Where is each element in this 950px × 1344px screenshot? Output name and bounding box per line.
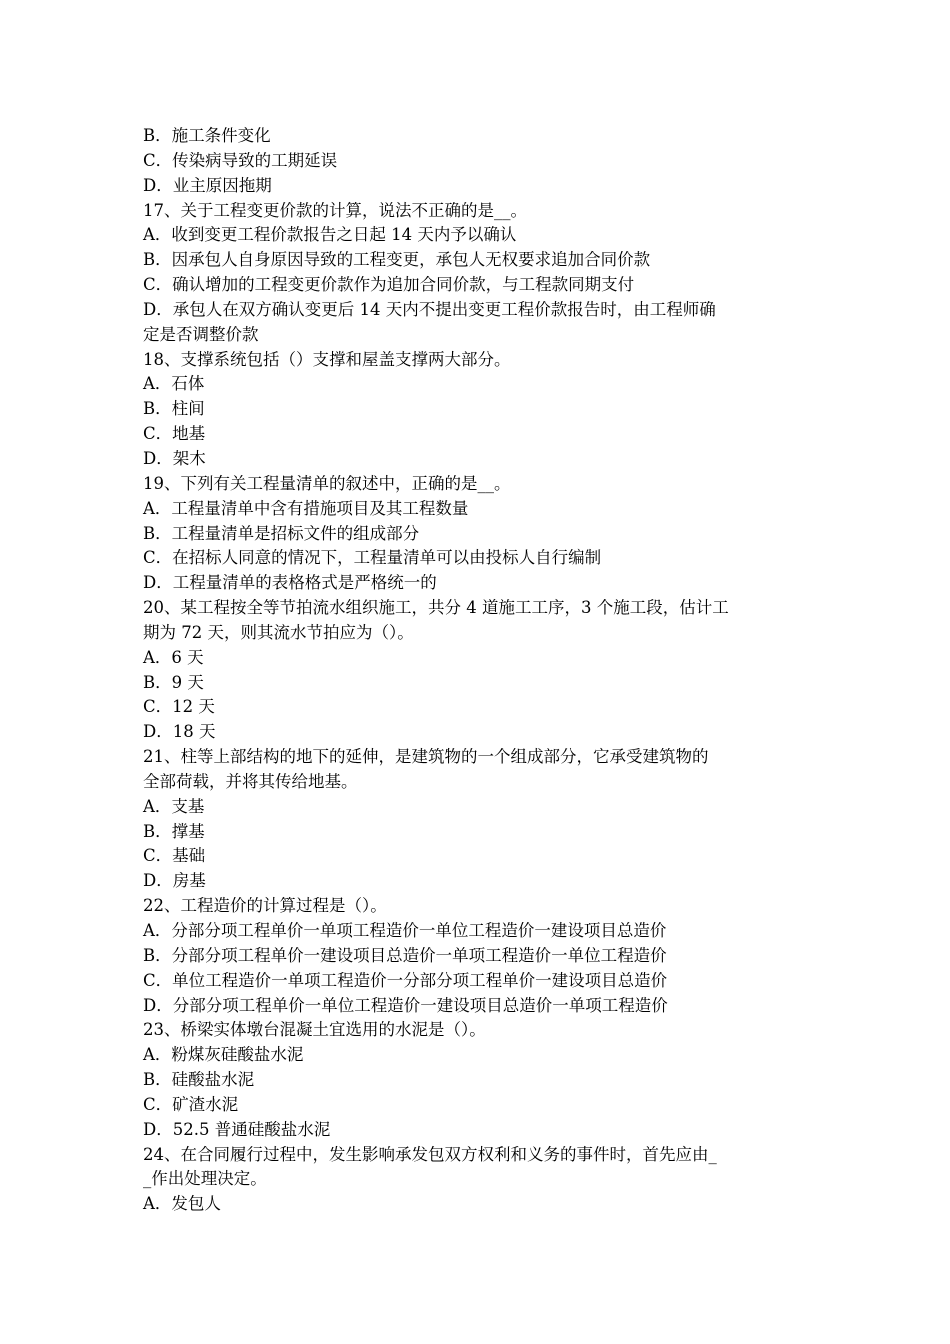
question-21-continued: 全部荷载，并将其传给地基。 <box>143 771 358 791</box>
option-line-continued: 定是否调整价款 <box>143 324 259 344</box>
question-21: 21、柱等上部结构的地下的延伸，是建筑物的一个组成部分，它承受建筑物的 <box>143 747 709 767</box>
option-line: C．地基 <box>143 424 206 444</box>
option-line: B．施工条件变化 <box>143 126 271 145</box>
question-20: 20、某工程按全等节拍流水组织施工，共分 4 道施工工序，3 个施工段，估计工 <box>143 598 729 618</box>
question-22: 22、工程造价的计算过程是（）。 <box>143 896 387 916</box>
option-line: D．架木 <box>143 448 206 468</box>
option-line: A．分部分项工程单价一单项工程造价一单位工程造价一建设项目总造价 <box>143 921 667 940</box>
option-line: C．基础 <box>143 846 206 866</box>
option-line: D．52.5 普通硅酸盐水泥 <box>143 1119 331 1139</box>
option-line: C．在招标人同意的情况下，工程量清单可以由投标人自行编制 <box>143 548 602 568</box>
option-line: A．石体 <box>143 374 205 394</box>
option-line: A．粉煤灰硅酸盐水泥 <box>143 1045 304 1065</box>
option-line: A．工程量清单中含有措施项目及其工程数量 <box>143 498 469 518</box>
option-line: C．单位工程造价一单项工程造价一分部分项工程单价一建设项目总造价 <box>143 970 668 990</box>
option-line: C．矿渣水泥 <box>143 1094 239 1114</box>
option-line: A．6 天 <box>143 647 204 667</box>
question-18: 18、支撑系统包括（）支撑和屋盖支撑两大部分。 <box>143 349 511 369</box>
option-line: C．12 天 <box>143 697 215 717</box>
option-line: B．因承包人自身原因导致的工程变更，承包人无权要求追加合同价款 <box>143 250 651 270</box>
option-line: A．发包人 <box>143 1194 221 1214</box>
question-23: 23、桥梁实体墩台混凝土宜选用的水泥是（）。 <box>143 1020 486 1040</box>
option-line: A．支基 <box>143 796 205 816</box>
question-19: 19、下列有关工程量清单的叙述中，正确的是__。 <box>143 473 511 493</box>
question-24-continued: _作出处理决定。 <box>143 1169 267 1189</box>
option-line: B．撑基 <box>143 821 205 841</box>
option-line: B．分部分项工程单价一建设项目总造价一单项工程造价一单位工程造价 <box>143 945 667 965</box>
option-line: D．房基 <box>143 871 206 891</box>
option-line: C．传染病导致的工期延误 <box>143 150 338 170</box>
option-line: D．业主原因拖期 <box>143 175 272 195</box>
option-line: D．工程量清单的表格格式是严格统一的 <box>143 573 437 593</box>
option-line: B．9 天 <box>143 672 204 692</box>
option-line: D．18 天 <box>143 722 216 742</box>
option-line: C．确认增加的工程变更价款作为追加合同价款，与工程款同期支付 <box>143 275 635 295</box>
question-20-continued: 期为 72 天，则其流水节拍应为（）。 <box>143 622 414 642</box>
option-line: B．柱间 <box>143 399 205 419</box>
option-line: B．硅酸盐水泥 <box>143 1070 255 1090</box>
option-line: B．工程量清单是招标文件的组成部分 <box>143 523 420 543</box>
document-body <box>143 124 815 1217</box>
option-line: D．承包人在双方确认变更后 14 天内不提出变更工程价款报告时，由工程师确 <box>143 299 716 319</box>
option-line: A．收到变更工程价款报告之日起 14 天内予以确认 <box>143 225 517 245</box>
question-17: 17、关于工程变更价款的计算，说法不正确的是__。 <box>143 200 527 220</box>
option-line: D．分部分项工程单价一单位工程造价一建设项目总造价一单项工程造价 <box>143 995 668 1015</box>
question-24: 24、在合同履行过程中，发生影响承发包双方权利和义务的事件时，首先应由_ <box>143 1144 717 1164</box>
